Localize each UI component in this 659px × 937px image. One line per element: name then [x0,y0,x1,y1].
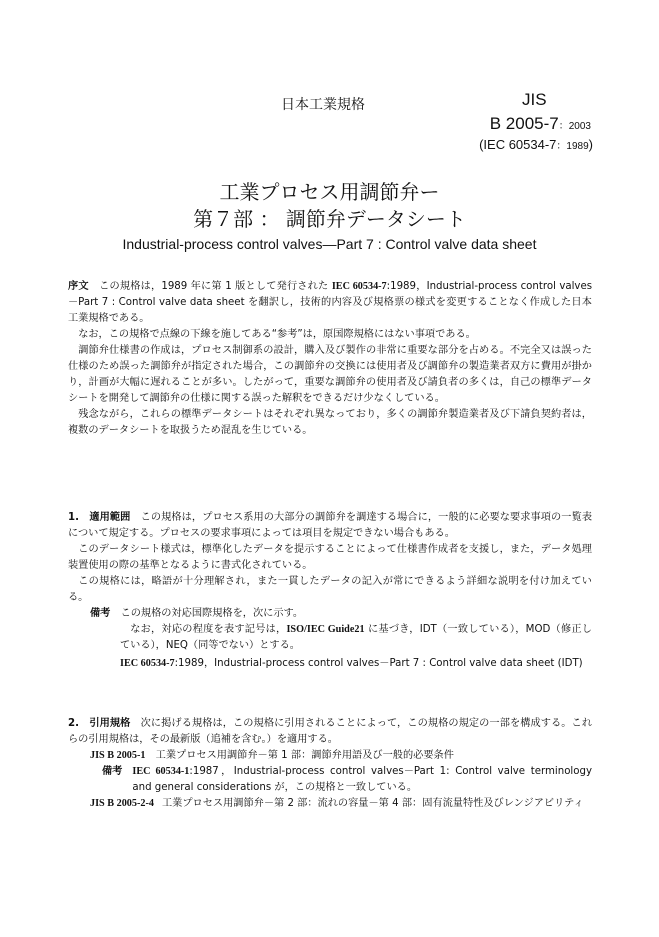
scope-note-2: なお，対応の程度を表す記号は，ISO/IEC Guide21 に基づき，IDT（一致している），MOD（修正している），NEQ（同等でない）とする。 [120,624,592,651]
preface-p3: 調節弁仕様書の作成は，プロセス制御系の設計，購入及び製作の非常に重要な部分を占める。不完全又は誤った仕様のため誤った調節弁が指定された場合，この調節弁の交換には使用者及び調節弁の製造業者双方に費用が掛かり，計画が大幅に遅れることが多い。したがって，重要な調節弁の使用者及び請負者の多くは，自己の標準データシートを開発して調節弁の仕様に関する誤った解釈をできるだけ少なくしている。 [68,345,592,404]
section-scope [68,510,592,672]
preface-p1: 序文 この規格は，1989 年に第 1 版として発行された IEC 60534-7:1989，Industrial-process control valves－Part 7 : Control valve data sheet を翻訳し，技術的内容及び規格票の様式を変更することなく作成した日本工業規格である。 [68,281,593,324]
standard-code: B 2005-7 [489,114,559,133]
scope-p3: この規格には，略語が十分理解され，また一貫したデータの記入が常にできるよう詳細な説明を付け加えている。 [68,576,592,603]
standard-category: 日本工業規格 [281,97,365,113]
iec-reference [479,137,593,152]
iec-year: ：1989 [556,141,589,152]
title-line-1: 工業プロセス用調節弁ー [219,180,440,204]
preface-p2: なお，この規格で点線の下線を施してある“参考”は，原国際規格にはない事項である。 [78,329,476,340]
title-line-2: 第７部 ： 調節弁データシート [193,207,466,231]
scope-note-3: IEC 60534-7:1989，Industrial-process control valves－Part 7 : Control valve data sheet (IDT) [120,658,583,669]
reference-2: JIS B 2005-2-4 工業プロセス用調節弁－第 2 部：流れの容量－第 4 部：固有流量特性及びレンジアビリティ [90,798,584,809]
scope-note-label: 備考 [90,608,111,619]
scope-p1: 1. 適用範囲 この規格は，プロセス系用の大部分の調節弁を調達する場合に，一般的に必要な要求事項の一覧表について規定する。プロセスの要求事項によっては項目を規定できない場合もある。 [68,512,593,539]
preface-p4: 残念ながら，これらの標準データシートはそれぞれ異なっており，多くの調節弁製造業者及び下請負契約者は，複数のデータシートを取扱うため混乱を生じている。 [68,409,592,436]
scope-note: 備考 この規格の対応国際規格を，次に示す。 [90,608,304,619]
standard-year: ：2003 [558,121,591,132]
references-heading: 引用規格 [89,718,131,729]
references-num: 2. [68,718,79,729]
reference-note-label: 備考 [102,766,123,777]
standard-number [490,114,591,134]
references-p1: 2. 引用規格 次に掲げる規格は，この規格に引用されることによって，この規格の規定の一部を構成する。これらの引用規格は，その最新版（追補を含む。）を適用する。 [68,718,593,745]
reference-note: 備考 IEC 60534-1:1987，Industrial-process control valves－Part 1: Control valve terminology and general considerations が，この規格と一致している。 [68,764,592,796]
reference-1: JIS B 2005-1 工業プロセス用調節弁－第 1 部：調節弁用語及び一般的必要条件 [90,750,454,761]
preface [68,279,592,439]
scope-p2: このデータシート様式は，標準化したデータを提示することによって仕様書作成者を支援し，また，データ処理装置使用の際の基準となるように書式化されている。 [68,544,592,571]
jis-mark: JIS [522,90,547,109]
preface-label: 序文 [68,281,89,292]
iec-close: ) [588,137,593,152]
scope-num: 1. [68,512,79,523]
iec-code: (IEC 60534-7 [479,137,557,152]
scope-heading: 適用範囲 [89,512,131,523]
english-title: Industrial-process control valves―Part 7 : Control valve data sheet [122,236,537,252]
section-references [68,716,592,812]
